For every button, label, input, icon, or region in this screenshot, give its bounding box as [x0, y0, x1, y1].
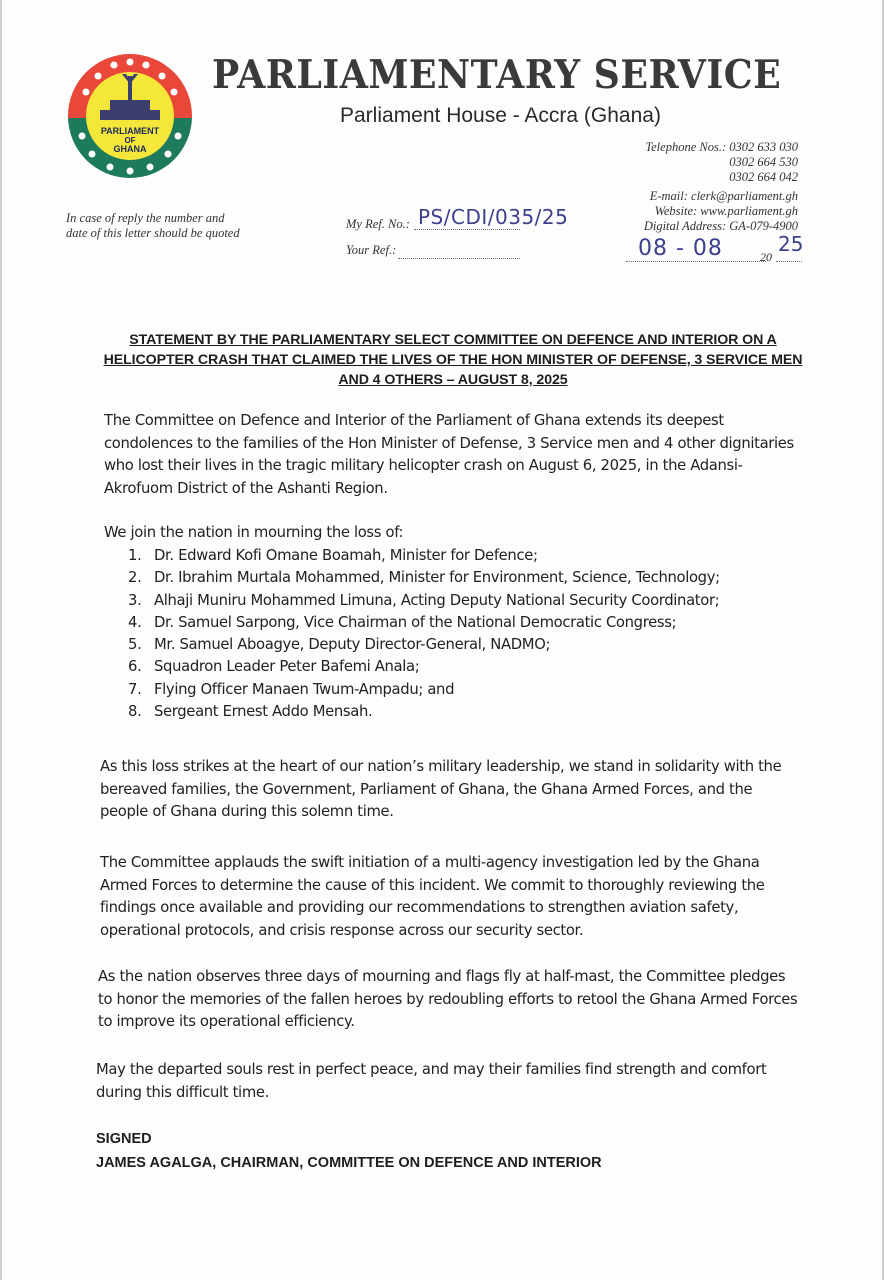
list-item: 8. Sergeant Ernest Addo Mensah.: [128, 703, 373, 721]
org-name: PARLIAMENTARY SERVICE: [212, 52, 782, 98]
telephone-1: 0302 633 030: [729, 140, 798, 154]
email: E-mail: clerk@parliament.gh: [649, 189, 798, 203]
list-intro: We join the nation in mourning the loss of:: [104, 524, 404, 541]
page-edge-left: [0, 0, 2, 1280]
svg-text:OF: OF: [124, 136, 136, 145]
date-century: 20: [760, 250, 772, 264]
paragraph-investigation: The Committee applauds the swift initiation of a multi-agency investigation led by the Ghana Armed Forces to determine the cause of this incident. We commit to thoroughly reviewing the findings once available and providing our recommendations to strengthen aviation safety, operational protocols, and crisis response across our security sector.: [100, 854, 765, 939]
list-item: 3. Alhaji Muniru Mohammed Limuna, Acting Deputy National Security Coordinator;: [128, 591, 720, 609]
signed-label: SIGNED: [96, 1131, 152, 1147]
year-dotted-line: [776, 261, 802, 262]
date-year: 25: [778, 232, 804, 256]
my-ref-label: My Ref. No.:: [346, 217, 410, 231]
list-item: 6. Squadron Leader Peter Bafemi Anala;: [128, 658, 420, 676]
list-item: 5. Mr. Samuel Aboagye, Deputy Director-General, NADMO;: [128, 636, 551, 654]
telephone-3: 0302 664 042: [729, 170, 798, 184]
list-item: 4. Dr. Samuel Sarpong, Vice Chairman of the National Democratic Congress;: [128, 613, 677, 631]
website: Website: www.parliament.gh: [654, 204, 798, 218]
svg-text:PARLIAMENT: PARLIAMENT: [100, 126, 160, 136]
date-handwritten: 08 - 08: [638, 236, 723, 261]
telephone-row: [644, 140, 798, 155]
statement-heading: STATEMENT BY THE PARLIAMENTARY SELECT COMMITTEE ON DEFENCE AND INTERIOR ON A HELICOPTER CRASH THAT CLAIMED THE LIVES OF THE HON MINISTER OF DEFENSE, 3 SERVICE MEN AND 4 OTHERS – AUGUST 8, 2025: [103, 332, 803, 388]
your-ref-row: [346, 235, 606, 265]
svg-text:GHANA: GHANA: [113, 144, 147, 154]
telephone-label: Telephone Nos.:: [645, 140, 727, 154]
digital-address: Digital Address: GA-079-4900: [643, 219, 798, 233]
list-item: 2. Dr. Ibrahim Murtala Mohammed, Minister for Environment, Science, Technology;: [128, 569, 720, 587]
reference-block: [346, 205, 606, 265]
telephone-2: 0302 664 530: [729, 155, 798, 169]
signature-block: [96, 1127, 602, 1175]
my-ref-row: [346, 205, 606, 235]
org-address: Parliament House - Accra (Ghana): [340, 104, 661, 127]
paragraph-mourning: As the nation observes three days of mourning and flags fly at half-mast, the Committee pledges to honor the memories of the fallen heroes by redoubling efforts to retool the Ghana Armed Forces to improve its operational efficiency.: [98, 968, 798, 1030]
parliament-crest-icon: [66, 52, 194, 180]
paragraph-condolences: The Committee on Defence and Interior of the Parliament of Ghana extends its deepest condolences to the families of the Hon Minister of Defense, 3 Service men and 4 other dignitaries who lost their lives in the tragic military helicopter crash on August 6, 2025, in the Adansi-Akrofuom District of the Ashanti Region.: [104, 412, 794, 497]
your-ref-dotted-line: [398, 258, 520, 259]
list-item: 7. Flying Officer Manaen Twum-Ampadu; and: [128, 680, 455, 698]
victims-list: [128, 545, 818, 723]
contact-block: [644, 140, 798, 234]
my-ref-value: PS/CDI/035/25: [418, 205, 569, 229]
my-ref-dotted-line: [414, 229, 520, 230]
letter-date: [626, 232, 806, 266]
list-item: 1. Dr. Edward Kofi Omane Boamah, Minister for Defence;: [128, 547, 538, 564]
date-dotted-line: [626, 261, 766, 262]
paragraph-closing: May the departed souls rest in perfect peace, and may their families find strength and comfort during this difficult time.: [96, 1061, 767, 1101]
reply-note: In case of reply the number and date of this letter should be quoted: [66, 211, 240, 240]
signatory: JAMES AGALGA, CHAIRMAN, COMMITTEE ON DEFENCE AND INTERIOR: [96, 1155, 602, 1171]
paragraph-solidarity: As this loss strikes at the heart of our nation’s military leadership, we stand in solidarity with the bereaved families, the Government, Parliament of Ghana, the Ghana Armed Forces, and the people of Ghana during this solemn time.: [100, 758, 782, 820]
your-ref-label: Your Ref.:: [346, 243, 397, 257]
